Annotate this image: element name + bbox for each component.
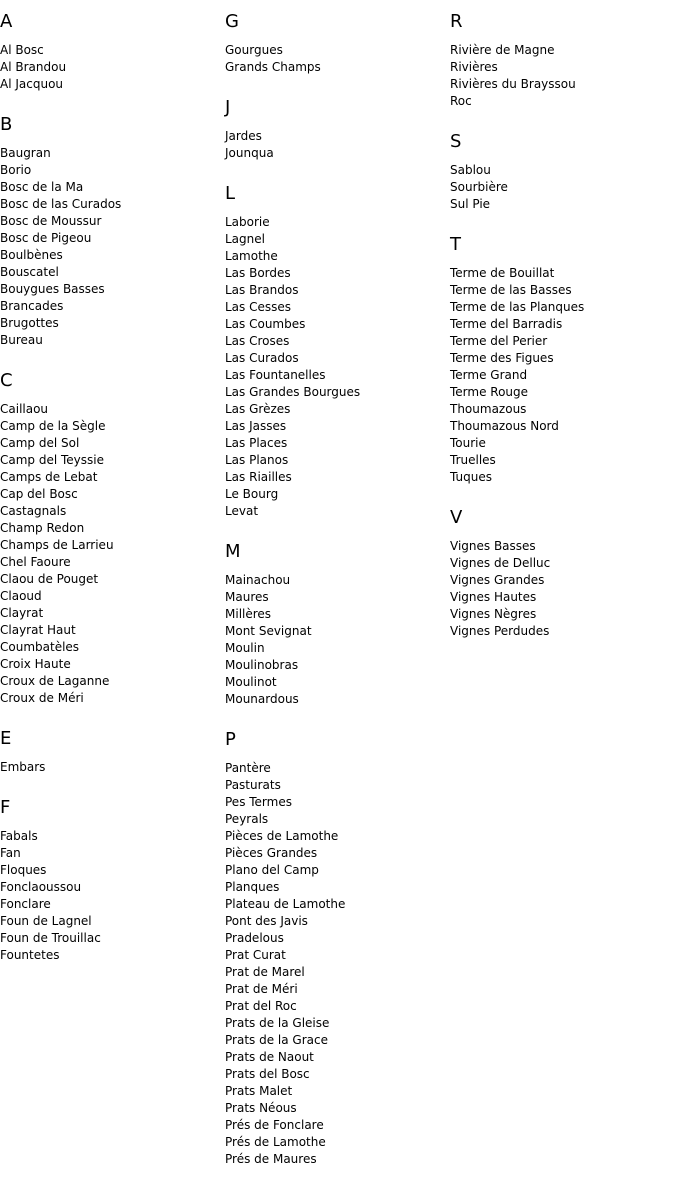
list-item xyxy=(225,606,445,623)
place-name: Moulinot xyxy=(225,675,277,689)
place-name: Claou de Pouget xyxy=(0,572,99,586)
place-name: Jardes xyxy=(225,129,262,143)
place-name: Bosc de Pigeou xyxy=(0,231,92,245)
place-name: Caillaou xyxy=(0,402,49,416)
place-name: Vignes Grandes xyxy=(450,573,545,587)
letter-heading: G xyxy=(225,11,239,32)
letter-section-c xyxy=(0,371,220,707)
index-column-1 xyxy=(0,12,220,986)
list-item xyxy=(0,196,220,213)
place-name: Camp de la Sègle xyxy=(0,419,106,433)
list-item xyxy=(0,264,220,281)
place-name: Pradelous xyxy=(225,931,284,945)
place-name: Prats de la Grace xyxy=(225,1033,328,1047)
list-item xyxy=(450,452,670,469)
place-name: Terme de Bouillat xyxy=(450,266,555,280)
place-name: Moulinobras xyxy=(225,658,299,672)
place-name: Las Brandos xyxy=(225,283,299,297)
place-name: Millères xyxy=(225,607,272,621)
list-item xyxy=(225,1134,445,1151)
letter-section-l xyxy=(225,184,445,520)
list-item xyxy=(0,401,220,418)
letter-section-b xyxy=(0,115,220,349)
list-item xyxy=(0,452,220,469)
place-name: Prés de Lamothe xyxy=(225,1135,326,1149)
place-list xyxy=(225,760,445,1168)
list-item xyxy=(0,554,220,571)
list-item xyxy=(225,42,445,59)
list-item xyxy=(0,879,220,896)
place-name: Fan xyxy=(0,846,21,860)
letter-section-v xyxy=(450,508,670,640)
list-item xyxy=(225,265,445,282)
place-name: Terme des Figues xyxy=(450,351,554,365)
place-name: Bosc de la Ma xyxy=(0,180,84,194)
list-item xyxy=(0,759,220,776)
letter-section-g xyxy=(225,12,445,76)
place-name: Terme Grand xyxy=(450,368,528,382)
list-item xyxy=(225,401,445,418)
list-item xyxy=(225,674,445,691)
letter-heading: J xyxy=(225,97,231,118)
list-item xyxy=(0,281,220,298)
letter-section-m xyxy=(225,542,445,708)
place-name: Rivière de Magne xyxy=(450,43,555,57)
list-item xyxy=(0,656,220,673)
place-name: Coumbatèles xyxy=(0,640,80,654)
place-list xyxy=(225,572,445,708)
place-name: Prat de Marel xyxy=(225,965,305,979)
place-name: Claoud xyxy=(0,589,42,603)
letter-section-e xyxy=(0,729,220,776)
place-name: Truelles xyxy=(450,453,496,467)
list-item xyxy=(225,930,445,947)
place-name: Roc xyxy=(450,94,472,108)
list-item xyxy=(225,333,445,350)
list-item xyxy=(450,589,670,606)
place-name: Pes Termes xyxy=(225,795,292,809)
list-item xyxy=(0,520,220,537)
place-name: Pasturats xyxy=(225,778,281,792)
place-name: Terme del Barradis xyxy=(450,317,563,331)
letter-heading: M xyxy=(225,541,241,562)
place-name: Prat del Roc xyxy=(225,999,297,1013)
letter-heading: P xyxy=(225,729,236,750)
list-item xyxy=(0,896,220,913)
list-item xyxy=(450,538,670,555)
place-name: Thoumazous xyxy=(450,402,527,416)
letter-heading: R xyxy=(450,11,463,32)
list-item xyxy=(450,367,670,384)
list-item xyxy=(225,452,445,469)
place-name: Prats Néous xyxy=(225,1101,297,1115)
place-list xyxy=(0,145,220,349)
place-name: Grands Champs xyxy=(225,60,321,74)
list-item xyxy=(0,930,220,947)
place-name: Camp del Teyssie xyxy=(0,453,104,467)
list-item xyxy=(0,179,220,196)
place-name: Lagnel xyxy=(225,232,265,246)
place-name: Croux de Méri xyxy=(0,691,84,705)
place-name: Prés de Maures xyxy=(225,1152,317,1166)
place-name: Fountetes xyxy=(0,948,60,962)
place-name: Pont des Javis xyxy=(225,914,308,928)
list-item xyxy=(450,316,670,333)
place-name: Foun de Lagnel xyxy=(0,914,92,928)
place-list xyxy=(450,162,670,213)
place-name: Camp del Sol xyxy=(0,436,80,450)
letter-section-r xyxy=(450,12,670,110)
place-list xyxy=(225,42,445,76)
list-item xyxy=(225,913,445,930)
list-item xyxy=(0,42,220,59)
place-list xyxy=(225,128,445,162)
place-name: Bureau xyxy=(0,333,43,347)
place-name: Lamothe xyxy=(225,249,278,263)
list-item xyxy=(225,981,445,998)
place-name: Terme de las Basses xyxy=(450,283,572,297)
place-list xyxy=(0,401,220,707)
letter-heading: L xyxy=(225,183,236,204)
list-item xyxy=(0,690,220,707)
list-item xyxy=(225,214,445,231)
place-name: Plateau de Lamothe xyxy=(225,897,346,911)
list-item xyxy=(450,469,670,486)
place-name: Las Grandes Bourgues xyxy=(225,385,361,399)
list-item xyxy=(225,384,445,401)
list-item xyxy=(450,435,670,452)
place-name: Rivières du Brayssou xyxy=(450,77,576,91)
place-name: Bouscatel xyxy=(0,265,59,279)
place-name: Tuques xyxy=(450,470,492,484)
place-name: Vignes Basses xyxy=(450,539,536,553)
list-item xyxy=(225,231,445,248)
place-name: Mounardous xyxy=(225,692,299,706)
list-item xyxy=(0,537,220,554)
list-item xyxy=(225,811,445,828)
place-name: Las Fountanelles xyxy=(225,368,326,382)
list-item xyxy=(450,384,670,401)
place-name: Las Jasses xyxy=(225,419,287,433)
letter-section-a xyxy=(0,12,220,93)
place-name: Chel Faoure xyxy=(0,555,71,569)
letter-section-s xyxy=(450,132,670,213)
list-item xyxy=(450,42,670,59)
list-item xyxy=(225,350,445,367)
list-item xyxy=(0,76,220,93)
place-name: Las Croses xyxy=(225,334,290,348)
place-name: Laborie xyxy=(225,215,270,229)
place-name: Champ Redon xyxy=(0,521,85,535)
list-item xyxy=(0,828,220,845)
place-name: Castagnals xyxy=(0,504,67,518)
list-item xyxy=(225,640,445,657)
place-name: Cap del Bosc xyxy=(0,487,78,501)
place-name: Plano del Camp xyxy=(225,863,319,877)
list-item xyxy=(0,315,220,332)
place-name: Prats del Bosc xyxy=(225,1067,310,1081)
list-item xyxy=(0,673,220,690)
place-name: Vignes Nègres xyxy=(450,607,537,621)
list-item xyxy=(450,93,670,110)
place-name: Camps de Lebat xyxy=(0,470,98,484)
place-name: Baugran xyxy=(0,146,51,160)
place-name: Al Brandou xyxy=(0,60,67,74)
list-item xyxy=(225,1066,445,1083)
list-item xyxy=(450,265,670,282)
place-list xyxy=(225,214,445,520)
list-item xyxy=(225,589,445,606)
place-name: Prats Malet xyxy=(225,1084,293,1098)
place-name: Foun de Trouillac xyxy=(0,931,101,945)
letter-heading: C xyxy=(0,370,13,391)
place-name: Maures xyxy=(225,590,269,604)
place-name: Las Curados xyxy=(225,351,299,365)
letter-heading: B xyxy=(0,114,13,135)
list-item xyxy=(225,1049,445,1066)
list-item xyxy=(225,794,445,811)
list-item xyxy=(450,299,670,316)
place-name: Vignes Hautes xyxy=(450,590,537,604)
place-name: Las Cesses xyxy=(225,300,292,314)
list-item xyxy=(450,350,670,367)
list-item xyxy=(225,998,445,1015)
list-item xyxy=(225,1100,445,1117)
place-name: Las Coumbes xyxy=(225,317,306,331)
place-name: Al Jacquou xyxy=(0,77,64,91)
place-name: Fonclaoussou xyxy=(0,880,82,894)
place-list xyxy=(450,538,670,640)
index-column-3 xyxy=(450,12,670,662)
list-item xyxy=(0,469,220,486)
list-item xyxy=(0,639,220,656)
index-column-2 xyxy=(225,12,445,1190)
list-item xyxy=(225,1151,445,1168)
place-name: Sourbière xyxy=(450,180,508,194)
list-item xyxy=(225,469,445,486)
place-list xyxy=(450,42,670,110)
list-item xyxy=(450,59,670,76)
place-name: Prats de Naout xyxy=(225,1050,314,1064)
list-item xyxy=(450,623,670,640)
place-name: Prat de Méri xyxy=(225,982,298,996)
letter-heading: V xyxy=(450,507,463,528)
list-item xyxy=(450,76,670,93)
list-item xyxy=(225,59,445,76)
list-item xyxy=(225,657,445,674)
list-item xyxy=(450,162,670,179)
place-name: Floques xyxy=(0,863,47,877)
list-item xyxy=(225,760,445,777)
list-item xyxy=(450,555,670,572)
list-item xyxy=(0,913,220,930)
list-item xyxy=(0,486,220,503)
list-item xyxy=(450,606,670,623)
place-list xyxy=(0,828,220,964)
place-name: Las Places xyxy=(225,436,288,450)
list-item xyxy=(0,298,220,315)
place-name: Las Riailles xyxy=(225,470,292,484)
letter-heading: T xyxy=(450,234,461,255)
list-item xyxy=(225,1015,445,1032)
list-item xyxy=(0,418,220,435)
place-name: Prats de la Gleise xyxy=(225,1016,330,1030)
list-item xyxy=(225,503,445,520)
letter-heading: S xyxy=(450,131,462,152)
place-list xyxy=(0,42,220,93)
place-name: Bosc de Moussur xyxy=(0,214,102,228)
list-item xyxy=(450,179,670,196)
place-name: Las Grèzes xyxy=(225,402,291,416)
letter-section-f xyxy=(0,798,220,964)
place-name: Borio xyxy=(0,163,32,177)
place-list xyxy=(0,759,220,776)
list-item xyxy=(225,777,445,794)
list-item xyxy=(225,845,445,862)
place-name: Sablou xyxy=(450,163,491,177)
place-name: Sul Pie xyxy=(450,197,491,211)
list-item xyxy=(450,196,670,213)
place-name: Terme Rouge xyxy=(450,385,529,399)
place-name: Mainachou xyxy=(225,573,291,587)
list-item xyxy=(0,622,220,639)
place-name: Las Bordes xyxy=(225,266,291,280)
list-item xyxy=(225,128,445,145)
list-item xyxy=(225,862,445,879)
list-item xyxy=(225,1117,445,1134)
list-item xyxy=(450,282,670,299)
list-item xyxy=(0,862,220,879)
list-item xyxy=(225,145,445,162)
letter-section-t xyxy=(450,235,670,486)
list-item xyxy=(225,299,445,316)
list-item xyxy=(225,1083,445,1100)
list-item xyxy=(0,162,220,179)
list-item xyxy=(225,572,445,589)
letter-section-j xyxy=(225,98,445,162)
place-name: Peyrals xyxy=(225,812,269,826)
list-item xyxy=(0,59,220,76)
place-name: Pièces de Lamothe xyxy=(225,829,339,843)
list-item xyxy=(0,213,220,230)
place-name: Croix Haute xyxy=(0,657,71,671)
list-item xyxy=(450,572,670,589)
place-name: Clayrat xyxy=(0,606,44,620)
list-item xyxy=(450,401,670,418)
letter-heading: E xyxy=(0,728,12,749)
list-item xyxy=(0,947,220,964)
list-item xyxy=(225,367,445,384)
list-item xyxy=(225,623,445,640)
place-name: Las Planos xyxy=(225,453,289,467)
place-name: Fonclare xyxy=(0,897,51,911)
place-name: Pièces Grandes xyxy=(225,846,318,860)
letter-section-p xyxy=(225,730,445,1168)
place-name: Terme de las Planques xyxy=(450,300,585,314)
place-name: Thoumazous Nord xyxy=(450,419,559,433)
place-name: Gourgues xyxy=(225,43,283,57)
place-name: Al Bosc xyxy=(0,43,44,57)
place-name: Jounqua xyxy=(225,146,274,160)
place-name: Tourie xyxy=(450,436,486,450)
list-item xyxy=(225,486,445,503)
list-item xyxy=(225,879,445,896)
place-name: Prat Curat xyxy=(225,948,286,962)
list-item xyxy=(225,248,445,265)
list-item xyxy=(450,418,670,435)
place-name: Mont Sevignat xyxy=(225,624,312,638)
place-name: Bosc de las Curados xyxy=(0,197,122,211)
list-item xyxy=(225,828,445,845)
list-item xyxy=(225,435,445,452)
place-name: Vignes Perdudes xyxy=(450,624,550,638)
list-item xyxy=(225,316,445,333)
place-name: Terme del Perier xyxy=(450,334,548,348)
list-item xyxy=(0,247,220,264)
list-item xyxy=(0,230,220,247)
place-name: Champs de Larrieu xyxy=(0,538,114,552)
list-item xyxy=(225,691,445,708)
place-name: Brancades xyxy=(0,299,64,313)
list-item xyxy=(225,947,445,964)
place-name: Clayrat Haut xyxy=(0,623,76,637)
list-item xyxy=(225,282,445,299)
place-name: Vignes de Delluc xyxy=(450,556,551,570)
place-name: Le Bourg xyxy=(225,487,279,501)
place-name: Fabals xyxy=(0,829,38,843)
list-item xyxy=(225,1032,445,1049)
place-name: Pantère xyxy=(225,761,271,775)
letter-heading: A xyxy=(0,11,13,32)
list-item xyxy=(225,896,445,913)
list-item xyxy=(225,964,445,981)
list-item xyxy=(0,588,220,605)
list-item xyxy=(0,571,220,588)
place-name: Brugottes xyxy=(0,316,59,330)
place-name: Embars xyxy=(0,760,46,774)
list-item xyxy=(0,145,220,162)
place-name: Prés de Fonclare xyxy=(225,1118,324,1132)
place-name: Rivières xyxy=(450,60,498,74)
place-name: Levat xyxy=(225,504,259,518)
list-item xyxy=(0,503,220,520)
place-name: Croux de Laganne xyxy=(0,674,110,688)
list-item xyxy=(0,435,220,452)
list-item xyxy=(0,605,220,622)
place-name: Moulin xyxy=(225,641,265,655)
place-name: Planques xyxy=(225,880,280,894)
letter-heading: F xyxy=(0,797,11,818)
place-list xyxy=(450,265,670,486)
place-name: Bouygues Basses xyxy=(0,282,105,296)
list-item xyxy=(0,332,220,349)
list-item xyxy=(450,333,670,350)
place-name: Boulbènes xyxy=(0,248,63,262)
list-item xyxy=(0,845,220,862)
list-item xyxy=(225,418,445,435)
